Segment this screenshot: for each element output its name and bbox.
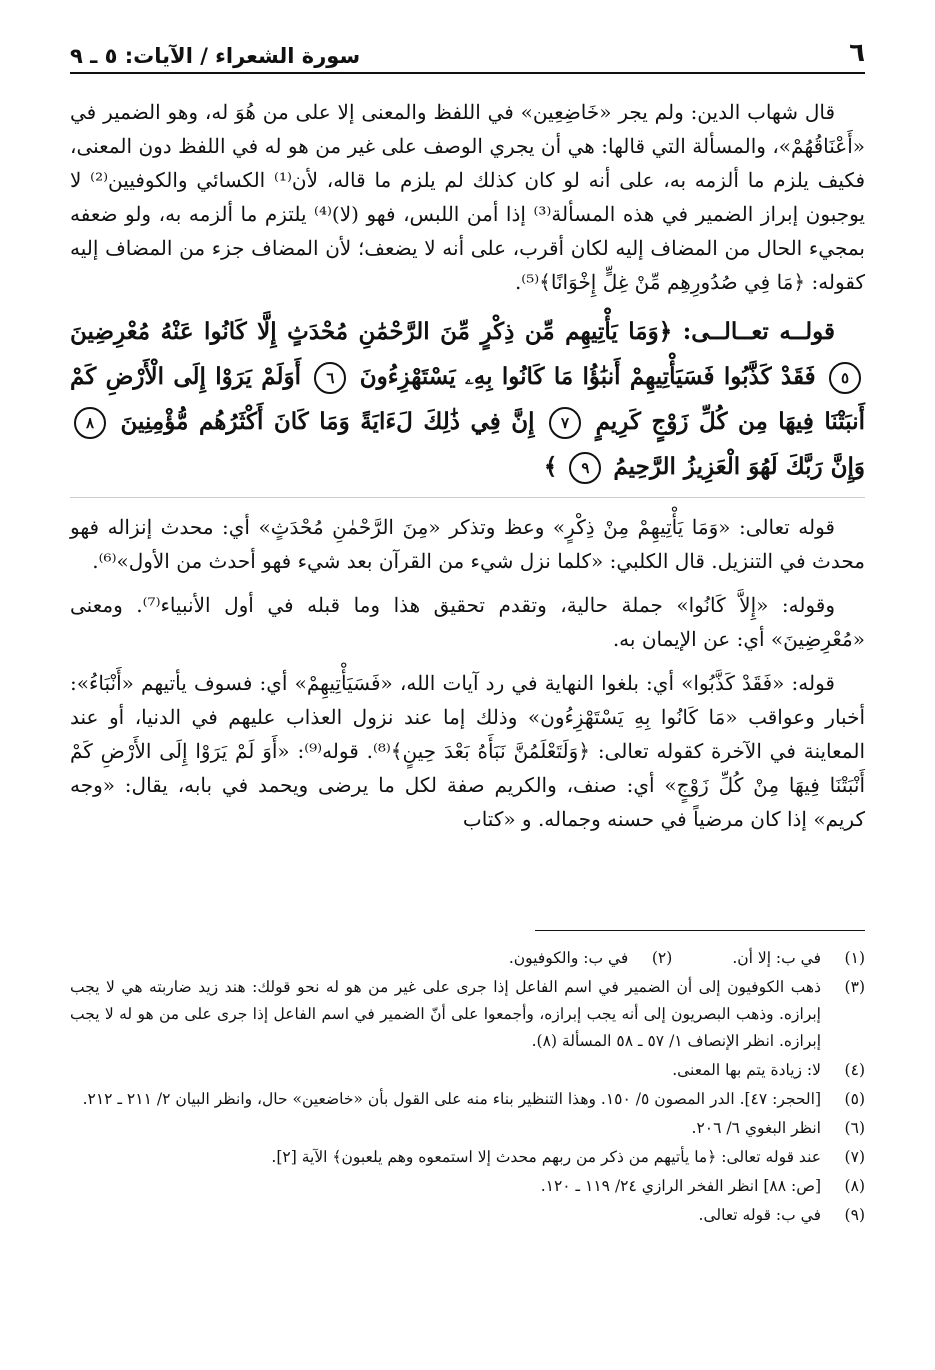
running-title: سورة الشعراء / الآيات: ٥ ـ ٩ — [70, 44, 361, 68]
footnote-3 — [70, 974, 865, 1055]
verse-text-5: ﴿وَمَا يَأْتِيهِم مِّن ذِكْرٍ مِّنَ الرَّحْمَٰنِ مُحْدَثٍ إِلَّا كَانُوا عَنْهُ مُعْرِضِينَ — [70, 318, 673, 345]
footnote-label: (١) — [844, 949, 865, 967]
verse-text-9: وَإِنَّ رَبَّكَ لَهُوَ الْعَزِيزُ الرَّحِيمُ — [613, 453, 865, 480]
footnote-label: (٢) — [651, 949, 673, 967]
page-number: ٦ — [849, 38, 865, 68]
paragraph-tafsir-3: قوله: «فَقَدْ كَذَّبُوا» أي: بلغوا النهاية في رد آيات الله، «فَسَيَأْتِيهِمْ» أي: فسوف يأتيهم «أَنْبَاءُ»: أخبار وعواقب «مَا كَانُوا بِهِ يَسْتَهْزِءُون» وذلك إما عند نزول العذاب عليهم في الدنيا، أو عند المعاينة في الآخرة كقوله تعالى: ﴿وَلَتَعْلَمُنَّ نَبَأَهُ بَعْدَ حِينٍ﴾⁽⁸⁾. قوله⁽⁹⁾: «أَوَ لَمْ يَرَوْا إِلَى الأَرْضِ كَمْ أَنْبَتْنَا فِيهَا مِنْ كُلِّ زَوْجٍ» أي: صنف، والكريم صفة لكل ما يرضى ويحمد في بابه، يقال: «وجه كريم» إذا كان مرضياً في حسنه وجماله. و «كتاب — [70, 671, 866, 831]
footnote-2 — [509, 945, 672, 972]
footnote-text: في ب: قوله تعالى. — [698, 1206, 821, 1224]
verse-number-7: ٧ — [549, 407, 581, 439]
page-header — [70, 26, 865, 74]
footnote-text: [ص: ٨٨] انظر الفخر الرازي ٢٤/ ١١٩ ـ ١٢٠. — [540, 1177, 821, 1195]
quran-verse-block — [70, 309, 865, 498]
verse-text-6: فَقَدْ كَذَّبُوا فَسَيَأْتِيهِمْ أَنبَٰؤُا مَا كَانُوا بِهِۦ يَسْتَهْزِءُونَ — [359, 363, 816, 390]
footnote-text: لا: زيادة يتم بها المعنى. — [672, 1061, 821, 1079]
verse-text-8: إِنَّ فِي ذَٰلِكَ لَءَايَةً وَمَا كَانَ أَكْثَرُهُم مُّؤْمِنِينَ — [120, 408, 535, 435]
footnote-text: انظر البغوي ٦/ ٢٠٦. — [691, 1119, 821, 1137]
footnote-text: [الحجر: ٤٧]. الدر المصون ٥/ ١٥٠. وهذا التنظير بناء منه على القول بأن «خاضعين» حال، وانظر البيان ٢/ ٢١١ ـ ٢١٢. — [82, 1090, 821, 1108]
footnote-label: (٩) — [844, 1206, 865, 1224]
footnote-label: (٤) — [844, 1061, 865, 1079]
footnote-row-1-2 — [70, 945, 865, 974]
paragraph-commentary: قال شهاب الدين: ولم يجر «خَاضِعِين» في اللفظ والمعنى إلا على من هُوَ له، وهو الضمير في «أَعْنَاقُهُمْ»، والمسألة التي قالها: هي أن يجري الوصف على غير من هو له في اللفظ دون المعنى، فكيف يلزم ما ألزمه به، على أنه لو كان كذلك لم يلزم ما قاله، لأن⁽¹⁾ الكسائي والكوفيين⁽²⁾ لا يوجبون إبراز الضمير في هذه المسألة⁽³⁾ إذا أمن اللبس، فهو (لا)⁽⁴⁾ يلتزم ما ألزمه به، ولو ضعفه بمجيء الحال من المضاف إليه لكان أقرب، على أنه لا يضعف؛ لأن المضاف جزء من المضاف إليه كقوله: ﴿مَا فِي صُدُورِهِم مِّنْ غِلٍّ إِخْوَانًا﴾⁽⁵⁾. — [70, 100, 866, 294]
footnote-9 — [70, 1202, 865, 1229]
verse-number-5: ٥ — [829, 362, 861, 394]
footnote-8 — [70, 1173, 865, 1200]
main-text — [70, 95, 865, 846]
verse-number-9: ٩ — [569, 452, 601, 484]
footnote-text: في ب: إلا أن. — [732, 949, 821, 967]
footnote-7 — [70, 1144, 865, 1171]
verse-number-6: ٦ — [314, 362, 346, 394]
footnote-text: عند قوله تعالى: ﴿ما يأتيهم من ذكر من ربهم محدث إلا استمعوه وهم يلعبون﴾ الآية [٢]. — [271, 1148, 821, 1166]
footnotes — [70, 945, 865, 1231]
footnote-5 — [70, 1086, 865, 1113]
paragraph-tafsir-1: قوله تعالى: «وَمَا يَأْتِيهِمْ مِنْ ذِكْرٍ» وعظ وتذكر «مِنَ الرَّحْمٰنِ مُحْدَثٍ» أي: محدث إنزاله فهو محدث في التنزيل. قال الكلبي: «كلما نزل شيء من القرآن بعد شيء فهو أحدث من الأول»⁽⁶⁾. — [70, 515, 865, 573]
footnote-label: (٧) — [844, 1148, 865, 1166]
footnote-label: (٥) — [844, 1090, 865, 1108]
paragraph-tafsir-2: وقوله: «إِلاَّ كَانُوا» جملة حالية، وتقدم تحقيق هذا وما قبله في أول الأنبياء⁽⁷⁾. ومعنى «مُعْرِضِينَ» أي: عن الإيمان به. — [70, 593, 865, 651]
footnote-text: ذهب الكوفيون إلى أن الضمير في اسم الفاعل إذا جرى على غير من هو له نحو قولك: هند زيد ضاربته هي لا يجب إبرازه. وذهب البصريون إلى أنه يجب إبرازه، وأجمعوا على أنّ الضمير في اسم الفاعل إذا جرى على من هو له لا يجب إبرازه. انظر الإنصاف ١/ ٥٧ ـ ٥٨ المسألة (٨). — [70, 978, 821, 1050]
footnote-label: (٦) — [844, 1119, 865, 1137]
footnote-1 — [732, 945, 865, 972]
verse-number-8: ٨ — [74, 407, 106, 439]
footnote-text: في ب: والكوفيون. — [508, 949, 629, 967]
footnote-separator — [535, 930, 865, 931]
verse-text-7: أَوَلَمْ يَرَوْا إِلَى الْأَرْضِ كَمْ أَنبَتْنَا فِيهَا مِن كُلِّ زَوْجٍ كَرِيمٍ — [70, 363, 865, 435]
footnote-4 — [70, 1057, 865, 1084]
footnote-label: (٨) — [844, 1177, 865, 1195]
footnote-6 — [70, 1115, 865, 1142]
verse-close-bracket: ﴾ — [543, 453, 558, 480]
verse-intro: قولــه تعــالــى: — [682, 318, 836, 345]
footnote-label: (٣) — [844, 978, 865, 996]
